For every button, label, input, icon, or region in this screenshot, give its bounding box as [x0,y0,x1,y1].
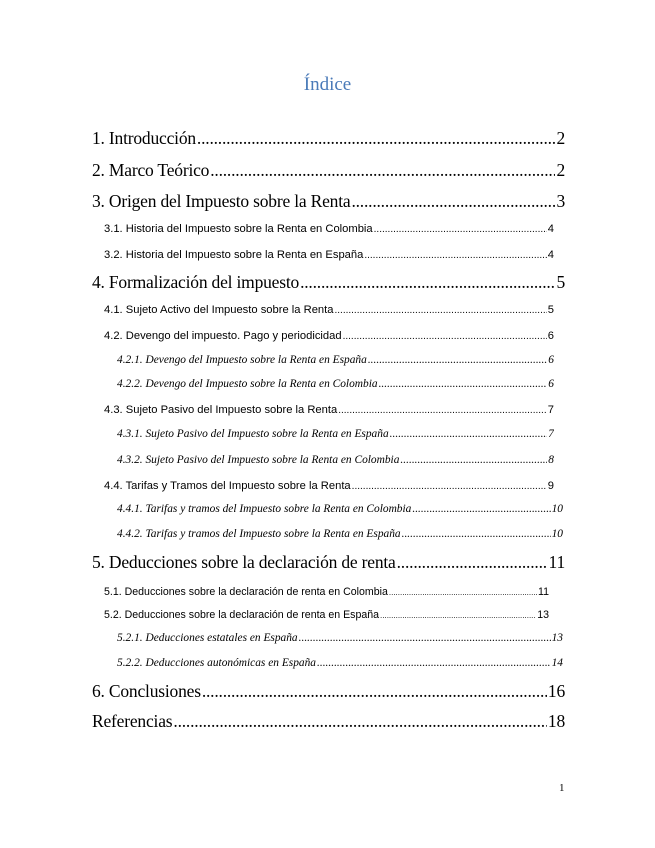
toc-entry-page: 10 [551,503,563,515]
toc-entry-label: 4.4.1. Tarifas y tramos del Impuesto sobre la Renta en Colombia [117,503,412,515]
toc-entry-deducciones-espana[interactable] [104,609,549,621]
toc-entry-page: 7 [547,404,554,416]
toc-entry-page: 4 [547,223,554,235]
toc-entry-deducciones-estatales[interactable] [117,632,563,644]
toc-entry-origen[interactable] [92,191,565,212]
toc-entry-sujeto-pasivo-espana[interactable] [117,428,554,440]
toc-entry-deducciones[interactable] [92,552,565,573]
dot-leader [374,224,547,235]
toc-entry-page: 5 [556,272,565,292]
toc-entry-label: 4.4.2. Tarifas y tramos del Impuesto sobre la Renta en España [117,528,401,540]
toc-entry-label: 5.2. Deducciones sobre la declaración de renta en España [104,609,380,621]
dot-leader [299,632,551,644]
toc-entry-label: 6. Conclusiones [92,681,201,701]
toc-entry-page: 14 [551,657,563,669]
toc-entry-label: 1. Introducción [92,128,196,148]
toc-entry-page: 6 [547,330,554,342]
toc-entry-marco-teorico[interactable] [92,160,565,181]
dot-leader [397,552,548,573]
toc-entry-page: 18 [547,711,565,731]
dot-leader [300,272,555,293]
toc-entry-page: 2 [556,160,565,180]
dot-leader [389,588,537,597]
dot-leader [412,503,550,515]
toc-entry-historia-colombia[interactable] [104,223,554,235]
toc-entry-referencias[interactable] [92,711,565,732]
toc-entry-label: 3.1. Historia del Impuesto sobre la Renta en Colombia [104,223,373,235]
toc-entry-page: 11 [538,586,549,598]
dot-leader [197,128,556,149]
dot-leader [379,378,548,390]
toc-entry-label: 4.1. Sujeto Activo del Impuesto sobre la Renta [104,304,334,316]
toc-entry-page: 6 [548,354,554,366]
toc-entry-label: 4.3.1. Sujeto Pasivo del Impuesto sobre la Renta en España [117,428,389,440]
toc-entry-introduccion[interactable] [92,128,565,149]
toc-entry-sujeto-pasivo[interactable] [104,404,554,416]
toc-entry-label: 5.2.2. Deducciones autonómicas en España [117,657,316,669]
toc-entry-tarifas-espana[interactable] [117,528,563,540]
dot-leader [334,305,546,316]
toc-entry-devengo[interactable] [104,330,554,342]
dot-leader [390,428,548,440]
dot-leader [351,191,555,212]
toc-entry-deducciones-colombia[interactable] [104,586,549,598]
toc-entry-page: 3 [556,191,565,211]
toc-entry-deducciones-autonomicas[interactable] [117,657,563,669]
toc-entry-label: 4.2.2. Devengo del Impuesto sobre la Renta en Colombia [117,378,378,390]
dot-leader [402,528,551,540]
toc-entry-tarifas[interactable] [104,480,554,492]
toc-entry-label: 5. Deducciones sobre la declaración de renta [92,552,396,572]
toc-entry-tarifas-colombia[interactable] [117,503,563,515]
dot-leader [352,481,547,492]
toc-entry-label: 4.2. Devengo del impuesto. Pago y periodicidad [104,330,342,342]
dot-leader [210,160,555,181]
toc-entry-label: 4. Formalización del impuesto [92,272,300,292]
toc-entry-label: Referencias [92,711,173,731]
dot-leader [368,354,547,366]
dot-leader [400,454,547,466]
toc-entry-label: 3.2. Historia del Impuesto sobre la Renta en España [104,249,364,261]
dot-leader [380,611,536,620]
toc-entry-page: 10 [551,528,563,540]
toc-entry-page: 4 [547,249,554,261]
toc-entry-page: 11 [548,552,565,572]
toc-entry-label: 4.3. Sujeto Pasivo del Impuesto sobre la Renta [104,404,338,416]
toc-entry-page: 13 [551,632,563,644]
toc-entry-page: 16 [547,681,565,701]
dot-leader [364,250,546,261]
toc-title: Índice [303,74,352,95]
toc-entry-label: 3. Origen del Impuesto sobre la Renta [92,191,351,211]
dot-leader [202,681,547,702]
dot-leader [343,331,547,342]
dot-leader [338,405,547,416]
toc-entry-label: 4.3.2. Sujeto Pasivo del Impuesto sobre la Renta en Colombia [117,454,400,466]
toc-entry-label: 2. Marco Teórico [92,160,210,180]
toc-entry-historia-espana[interactable] [104,249,554,261]
toc-entry-conclusiones[interactable] [92,681,565,702]
toc-entry-formalizacion[interactable] [92,272,565,293]
toc-entry-page: 6 [548,378,554,390]
page-number: 1 [559,782,565,794]
toc-entry-page: 5 [547,304,554,316]
toc-entry-page: 8 [548,454,554,466]
toc-entry-page: 13 [537,609,549,621]
toc-entry-sujeto-pasivo-colombia[interactable] [117,454,554,466]
toc-entry-label: 5.2.1. Deducciones estatales en España [117,632,298,644]
dot-leader [173,711,547,732]
toc-entry-devengo-colombia[interactable] [117,378,554,390]
toc-entry-page: 2 [556,128,565,148]
toc-entry-page: 9 [547,480,554,492]
toc-entry-label: 5.1. Deducciones sobre la declaración de renta en Colombia [104,586,388,598]
toc-entry-page: 7 [548,428,554,440]
toc-entry-label: 4.2.1. Devengo del Impuesto sobre la Renta en España [117,354,367,366]
toc-entry-label: 4.4. Tarifas y Tramos del Impuesto sobre la Renta [104,480,351,492]
dot-leader [317,657,551,669]
toc-entry-sujeto-activo[interactable] [104,304,554,316]
toc-entry-devengo-espana[interactable] [117,354,554,366]
